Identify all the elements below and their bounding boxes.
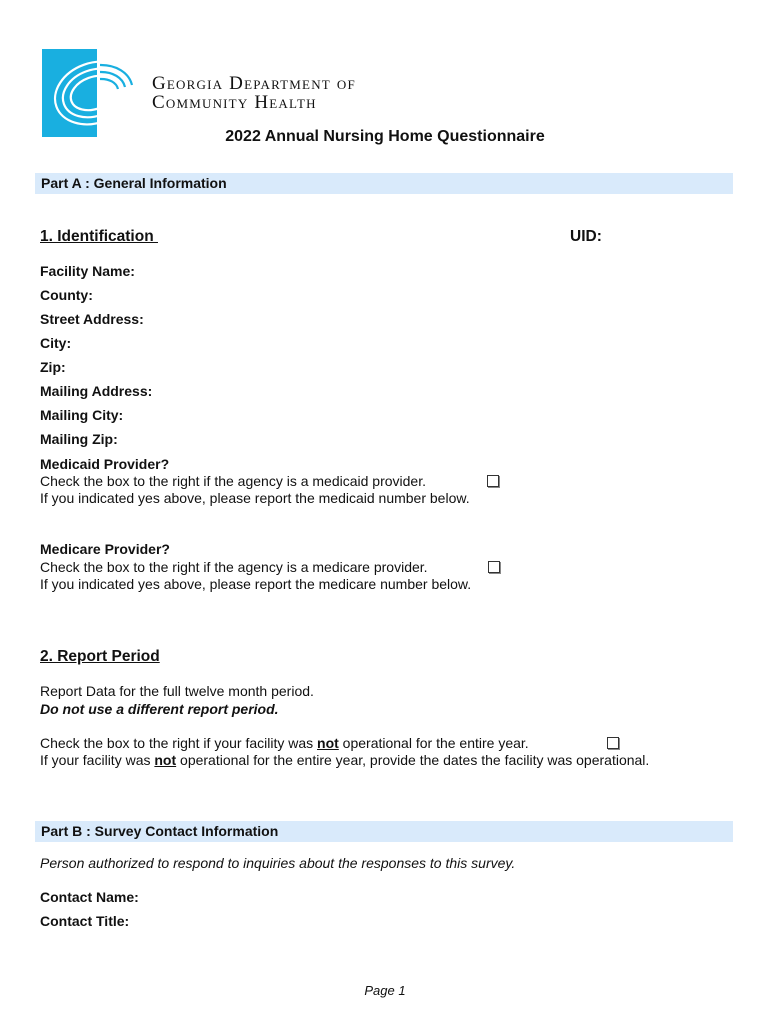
street-address-label: Street Address:: [40, 311, 144, 327]
county-label: County:: [40, 287, 93, 303]
part-b-header: [35, 821, 733, 842]
mailing-city-label: Mailing City:: [40, 407, 124, 423]
medicare-label: Medicare Provider?: [40, 541, 170, 557]
operational-dates-text-a: If your facility was: [40, 752, 155, 768]
part-a-heading: Part A : General Information: [41, 175, 227, 191]
zip-label: Zip:: [40, 359, 66, 375]
report-period-warning: Do not use a different report period.: [40, 701, 279, 717]
part-b-heading: Part B : Survey Contact Information: [41, 823, 279, 839]
not-operational-text-b: operational for the entire year.: [338, 735, 529, 751]
mailing-address-label: Mailing Address:: [40, 383, 153, 399]
medicaid-number-note: If you indicated yes above, please report the medicaid number below.: [40, 490, 470, 506]
uid-label: UID:: [570, 228, 602, 245]
facility-name-label: Facility Name:: [40, 263, 135, 279]
medicaid-label: Medicaid Provider?: [40, 456, 170, 472]
operational-dates-note: [40, 752, 649, 768]
page-title: 2022 Annual Nursing Home Questionnaire: [225, 128, 545, 145]
mailing-zip-label: Mailing Zip:: [40, 431, 118, 447]
not-operational-checkbox[interactable]: [607, 737, 619, 749]
not-emphasis-2: not: [154, 752, 177, 768]
city-label: City:: [40, 335, 72, 351]
part-a-header: [35, 173, 733, 194]
contact-title-label: Contact Title:: [40, 913, 130, 929]
not-emphasis: not: [317, 735, 339, 751]
medicaid-instruction: Check the box to the right if the agency is a medicaid provider.: [40, 473, 426, 489]
medicare-checkbox[interactable]: [488, 561, 500, 573]
operational-dates-text-b: operational for the entire year, provide the dates the facility was operational.: [176, 752, 650, 768]
part-b-intro: Person authorized to respond to inquiries about the responses to this survey.: [40, 855, 516, 871]
report-period-heading: 2. Report Period: [40, 648, 160, 665]
medicare-instruction: Check the box to the right if the agency is a medicare provider.: [40, 559, 428, 575]
contact-name-label: Contact Name:: [40, 889, 139, 905]
medicaid-checkbox[interactable]: [487, 475, 499, 487]
not-operational-text-a: Check the box to the right if your facility was: [40, 735, 318, 751]
identification-heading: 1. Identification: [40, 228, 158, 245]
org-name-line2: Community Health: [152, 92, 317, 113]
medicare-number-note: If you indicated yes above, please report the medicare number below.: [40, 576, 472, 592]
org-name-line1: Georgia Department of: [152, 73, 356, 94]
dch-logo-icon: [42, 49, 142, 139]
report-period-note: Report Data for the full twelve month period.: [40, 683, 314, 699]
not-operational-instruction: [40, 735, 529, 751]
page-number: Page 1: [364, 983, 406, 998]
